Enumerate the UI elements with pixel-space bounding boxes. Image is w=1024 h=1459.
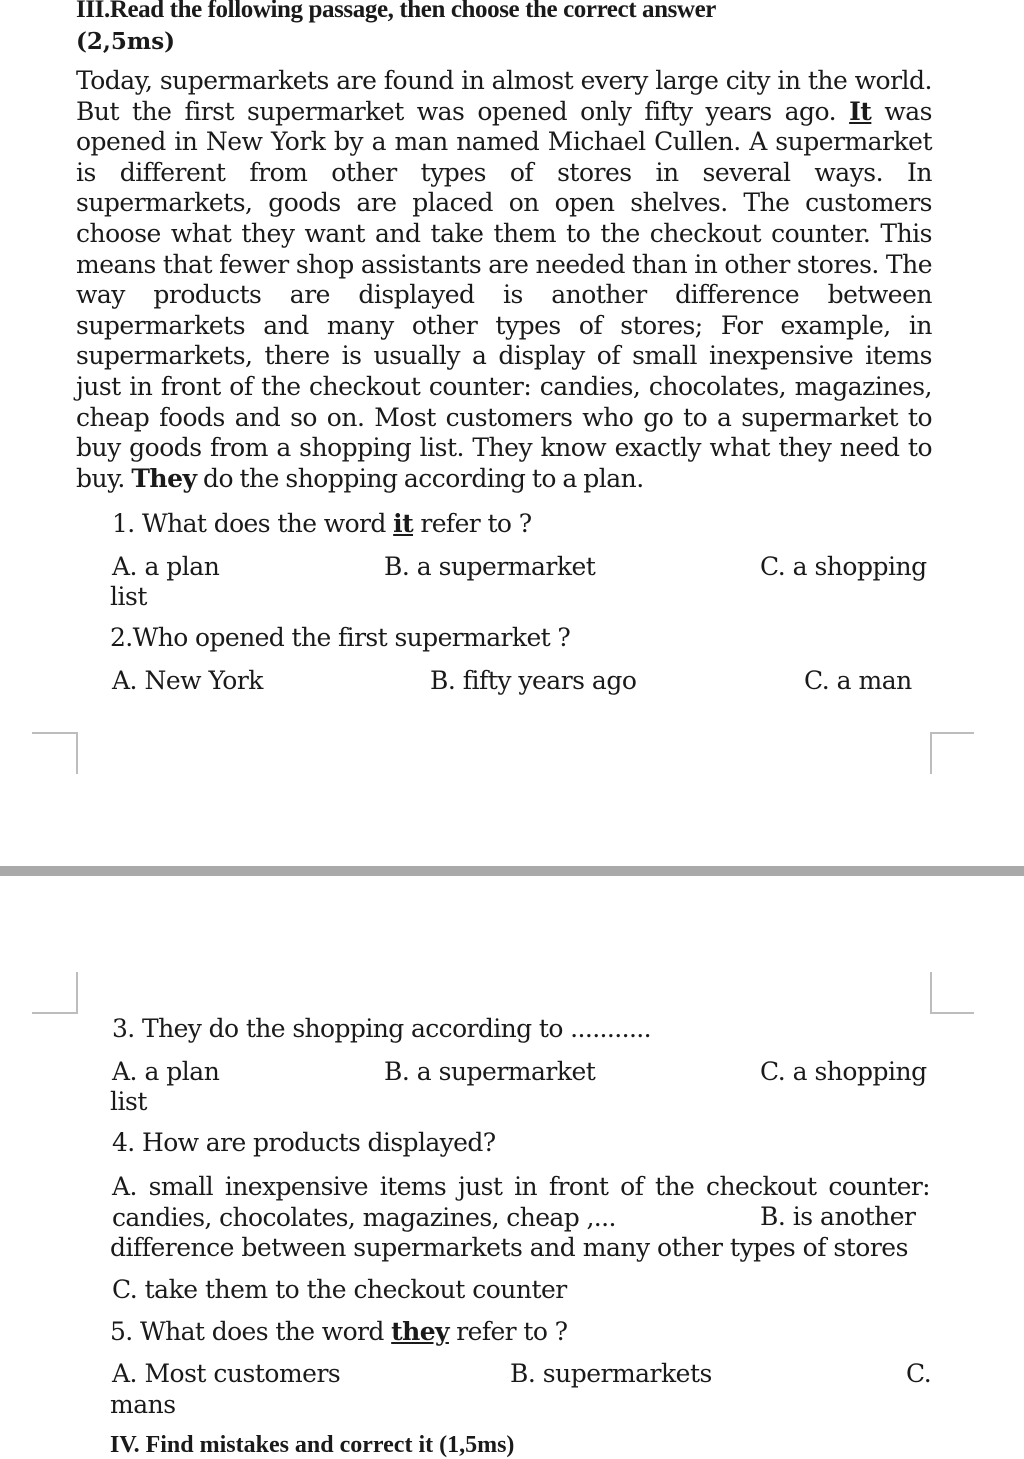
question-5-suffix: refer to ?: [448, 1317, 568, 1346]
question-5: [110, 1317, 567, 1347]
question-2-option-a: A. New York: [112, 666, 263, 695]
question-1-keyword: it: [393, 509, 414, 538]
page-corner-mark-top-left: [32, 732, 78, 774]
page-corner-mark-bottom-right: [930, 972, 974, 1014]
question-5-option-c: C.: [906, 1359, 932, 1388]
passage-part-3: do the shopping according to a plan.: [196, 463, 644, 493]
page-corner-mark-bottom-left: [32, 972, 78, 1014]
passage-part-1: Today, supermarkets are found in almost every large city in the world. But the first supermarket was opened only fifty years ago.: [76, 66, 932, 126]
question-3-option-c: C. a shopping: [760, 1057, 927, 1086]
question-3-option-c-continued: list: [110, 1087, 147, 1116]
passage-part-2: was opened in New York by a man named Michael Cullen. A supermarket is different from other types of stores in several ways. In supermarkets, goods are placed on open shelves. The customers choose what they want and take them to the checkout counter. This means that fewer shop assistants are needed than in other stores. The way products are displayed is another difference between supermarkets and many other types of stores; For example, in supermarkets, there is usually a display of small inexpensive items just in front of the checkout counter: candies, chocolates, magazines, cheap foods and so on. Most customers who go to a supermarket to buy goods from a shopping list. They know exactly what they need to buy.: [76, 96, 932, 493]
question-5-keyword: they: [391, 1317, 449, 1346]
question-5-option-c-continued: mans: [110, 1390, 176, 1419]
section-title: III.Read the following passage, then choose the correct answer: [76, 0, 716, 23]
question-1-option-b: B. a supermarket: [384, 552, 596, 581]
section-points: (2,5ms): [76, 28, 176, 55]
passage-keyword-they: They: [131, 463, 197, 493]
question-2-option-c: C. a man: [804, 666, 912, 695]
next-section-title: IV. Find mistakes and correct it (1,5ms): [110, 1432, 515, 1458]
question-1-suffix: refer to ?: [413, 509, 532, 538]
question-5-prefix: 5. What does the word: [110, 1317, 392, 1346]
page-break-divider: [0, 866, 1024, 876]
question-3-option-a: A. a plan: [112, 1057, 220, 1086]
question-3: 3. They do the shopping according to ...........: [112, 1014, 651, 1043]
question-4-option-b-continued: difference between supermarkets and many other types of stores: [110, 1233, 908, 1262]
question-3-option-b: B. a supermarket: [384, 1057, 596, 1086]
question-1: [112, 509, 532, 539]
question-1-prefix: 1. What does the word: [112, 509, 394, 538]
passage-keyword-it: It: [849, 96, 872, 126]
question-2-option-b: B. fifty years ago: [430, 666, 637, 695]
question-2: 2.Who opened the first supermarket ?: [110, 623, 571, 652]
question-4: 4. How are products displayed?: [112, 1128, 496, 1157]
question-4-option-b: B. is another: [760, 1202, 916, 1231]
reading-passage: [76, 66, 932, 494]
question-1-option-c: C. a shopping: [760, 552, 927, 581]
page-corner-mark-top-right: [930, 732, 974, 774]
question-5-option-b: B. supermarkets: [510, 1359, 712, 1388]
question-4-option-c: C. take them to the checkout counter: [112, 1275, 567, 1304]
question-4-option-a-text: A. small inexpensive items just in front of the checkout counter: candies, chocolates, magazines, cheap ,...: [112, 1172, 930, 1232]
question-1-option-a: A. a plan: [112, 552, 220, 581]
question-1-option-c-continued: list: [110, 582, 147, 611]
question-5-option-a: A. Most customers: [112, 1359, 341, 1388]
